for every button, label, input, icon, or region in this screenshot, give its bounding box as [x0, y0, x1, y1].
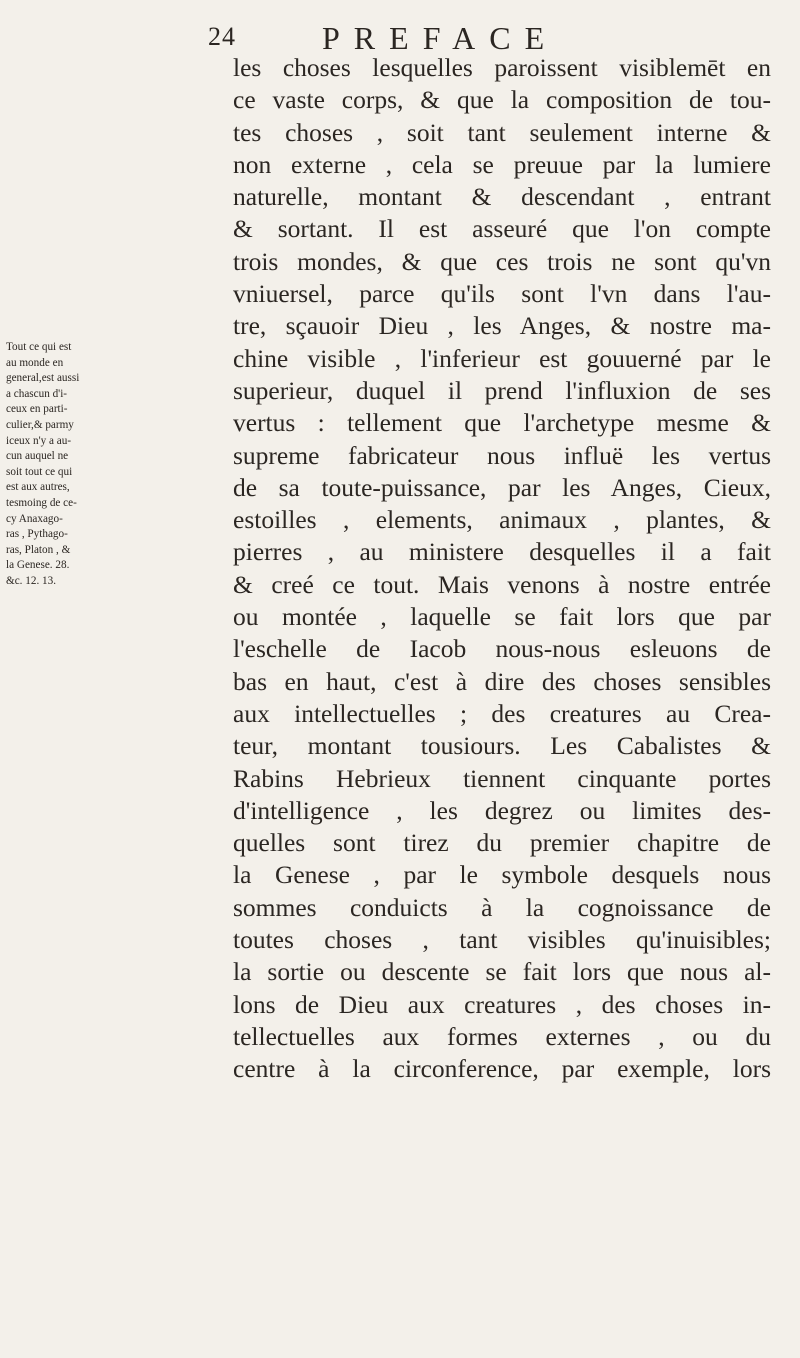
margin-note-line: ras , Pythago-	[6, 528, 68, 541]
body-line: toutes choses , tant visibles qu'inuisibles;	[233, 925, 771, 955]
body-line: centre à la circonference, par exemple, lors	[233, 1054, 771, 1084]
margin-note-line: au monde en	[6, 356, 64, 369]
body-line: de sa toute-puissance, par les Anges, Cieux,	[233, 472, 771, 502]
body-line: ce vaste corps, & que la composition de tou-	[233, 85, 771, 115]
body-line: les choses lesquelles paroissent visiblemēt en	[233, 53, 771, 82]
margin-note-line: general,est aussi	[6, 372, 80, 385]
margin-note-line: Tout ce qui est	[6, 341, 72, 353]
body-line: tellectuelles aux formes externes , ou du	[233, 1021, 771, 1051]
margin-note-line: ceux en parti-	[6, 403, 68, 416]
body-line: quelles sont tirez du premier chapitre de	[233, 828, 771, 858]
body-line: d'intelligence , les degrez ou limites des-	[233, 795, 771, 825]
body-line: la sortie ou descente se fait lors que nous al-	[233, 957, 771, 987]
body-line: chine visible , l'inferieur est gouuerné par le	[233, 343, 771, 373]
body-line: tes choses , soit tant seulement interne &	[233, 117, 771, 147]
margin-note-line: ras, Platon , &	[6, 543, 71, 556]
body-line: Rabins Hebrieux tiennent cinquante portes	[233, 763, 771, 793]
body-line: bas en haut, c'est à dire des choses sensibles	[233, 666, 771, 696]
body-line: vniuersel, parce qu'ils sont l'vn dans l'au-	[233, 279, 771, 309]
body-line: estoilles , elements, animaux , plantes, &	[233, 505, 771, 535]
margin-note-line: a chascun d'i-	[6, 387, 68, 400]
body-text	[233, 52, 771, 1086]
margin-note-line: est aux autres,	[6, 481, 70, 494]
body-line: superieur, duquel il prend l'influxion de ses	[233, 375, 771, 405]
body-line: & creé ce tout. Mais venons à nostre entrée	[233, 569, 771, 599]
margin-note	[6, 340, 90, 590]
body-line: vertus : tellement que l'archetype mesme &	[233, 408, 771, 438]
margin-note-line: soit tout ce qui	[6, 465, 73, 478]
body-line: naturelle, montant & descendant , entrant	[233, 182, 771, 212]
body-line: ou montée , laquelle se fait lors que par	[233, 602, 771, 632]
body-line: l'eschelle de Iacob nous-nous esleuons de	[233, 634, 771, 664]
body-line: lons de Dieu aux creatures , des choses in-	[233, 989, 771, 1019]
body-line: non externe , cela se preuue par la lumiere	[233, 149, 771, 179]
body-line: la Genese , par le symbole desquels nous	[233, 860, 771, 890]
body-line: teur, montant tousiours. Les Cabalistes &	[233, 731, 771, 761]
margin-note-line: &c. 12. 13.	[6, 574, 57, 587]
margin-note-line: cun auquel ne	[6, 450, 69, 463]
body-line: supreme fabricateur nous influë les vertus	[233, 440, 771, 470]
body-line: & sortant. Il est asseuré que l'on compte	[233, 214, 771, 244]
margin-note-line: la Genese. 28.	[6, 559, 70, 572]
margin-note-line: tesmoing de ce-	[6, 496, 77, 509]
body-line: sommes conduicts à la cognoissance de	[233, 892, 771, 922]
body-line: pierres , au ministere desquelles il a fait	[233, 537, 771, 567]
margin-note-line: cy Anaxago-	[6, 512, 63, 525]
page-number: 24	[208, 22, 236, 51]
running-title: PREFACE	[322, 20, 559, 56]
body-line: trois mondes, & que ces trois ne sont qu'vn	[233, 246, 771, 276]
body-line: tre, sçauoir Dieu , les Anges, & nostre ma-	[233, 311, 771, 341]
body-line: aux intellectuelles ; des creatures au Crea-	[233, 698, 771, 728]
margin-note-line: iceux n'y a au-	[6, 434, 72, 447]
margin-note-line: culier,& parmy	[6, 418, 74, 431]
